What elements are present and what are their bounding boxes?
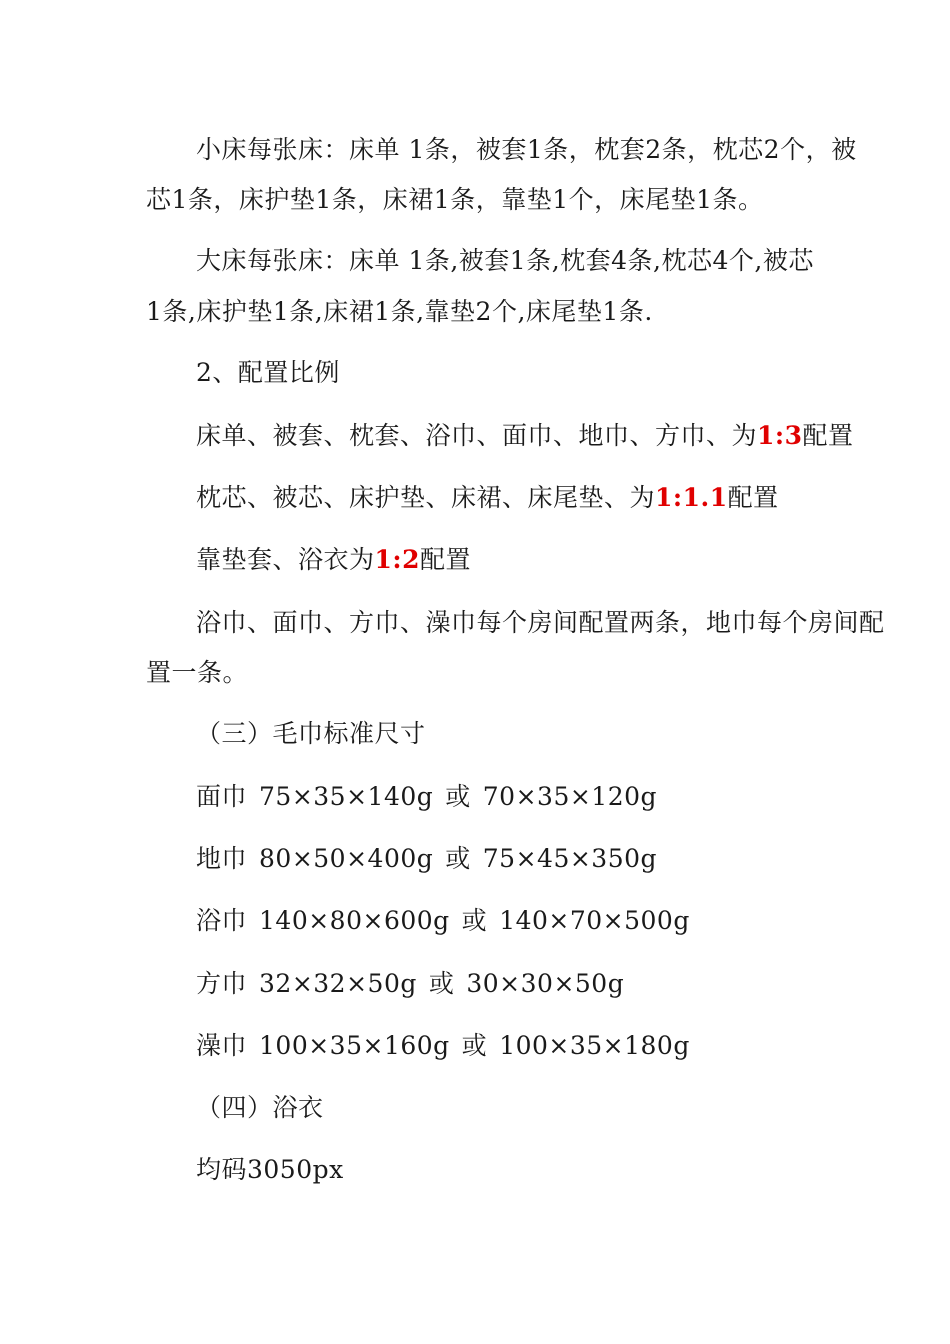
towel-size-row: [196, 782, 657, 812]
towel-size-row: [196, 969, 624, 999]
towel-or: 或: [445, 782, 471, 811]
ratio-row-2-suffix: 配置: [727, 483, 779, 512]
towel-size-a: 75×35×140g: [259, 782, 434, 811]
towel-size-row: [196, 844, 657, 874]
ratio-heading: 2、配置比例: [196, 358, 340, 387]
towel-size-a: 80×50×400g: [259, 844, 434, 873]
large-bed-line-2: 1条,床护垫1条,床裙1条,靠垫2个,床尾垫1条.: [146, 297, 653, 326]
towel-or: 或: [461, 906, 488, 935]
towel-or: 或: [461, 1031, 488, 1060]
ratio-row-1-value: 1:3: [757, 421, 803, 450]
towel-size-b: 30×30×50g: [466, 969, 625, 998]
bathrobe-heading: （四）浴衣: [196, 1093, 324, 1122]
ratio-row-3-text: 靠垫套、浴衣为: [196, 545, 375, 574]
large-bed-line-1: 大床每张床：床单 1条,被套1条,枕套4条,枕芯4个,被芯: [196, 246, 814, 275]
towel-size-a: 100×35×160g: [259, 1031, 450, 1060]
small-bed-line-2: 芯1条，床护垫1条，床裙1条，靠垫1个，床尾垫1条。: [146, 185, 764, 214]
towel-size-a: 140×80×600g: [259, 906, 450, 935]
ratio-row-2-text: 枕芯、被芯、床护垫、床裙、床尾垫、为: [196, 483, 656, 512]
ratio-row-2-value: 1:1.1: [655, 483, 728, 512]
towel-name: 方巾: [196, 969, 248, 998]
ratio-row-1: [196, 421, 854, 451]
bathrobe-size: 均码3050px: [196, 1155, 344, 1184]
towel-size-row: [196, 1031, 690, 1061]
towel-name: 地巾: [196, 844, 248, 873]
towel-or: 或: [445, 844, 471, 873]
towel-size-a: 32×32×50g: [259, 969, 417, 998]
towel-name: 浴巾: [196, 906, 248, 935]
towel-allocation-line-2: 置一条。: [146, 658, 249, 687]
towel-name: 面巾: [196, 782, 248, 811]
towel-name: 澡巾: [196, 1031, 248, 1060]
ratio-row-3-suffix: 配置: [420, 545, 472, 574]
towel-or: 或: [428, 969, 455, 998]
ratio-row-1-suffix: 配置: [802, 421, 854, 450]
ratio-row-2: [196, 483, 779, 513]
towel-size-b: 140×70×500g: [499, 906, 690, 935]
ratio-row-3: [196, 545, 471, 575]
towel-size-b: 100×35×180g: [499, 1031, 690, 1060]
towel-sizes-heading: （三）毛巾标准尺寸: [196, 719, 426, 748]
small-bed-line-1: 小床每张床：床单 1条，被套1条，枕套2条，枕芯2个，被: [196, 135, 857, 164]
ratio-row-3-value: 1:2: [374, 545, 421, 574]
towel-size-b: 75×45×350g: [482, 844, 658, 873]
ratio-row-1-text: 床单、被套、枕套、浴巾、面巾、地巾、方巾、为: [196, 421, 758, 450]
towel-size-row: [196, 906, 690, 936]
towel-allocation-line-1: 浴巾、面巾、方巾、澡巾每个房间配置两条，地巾每个房间配: [196, 608, 885, 637]
towel-size-b: 70×35×120g: [482, 782, 658, 811]
